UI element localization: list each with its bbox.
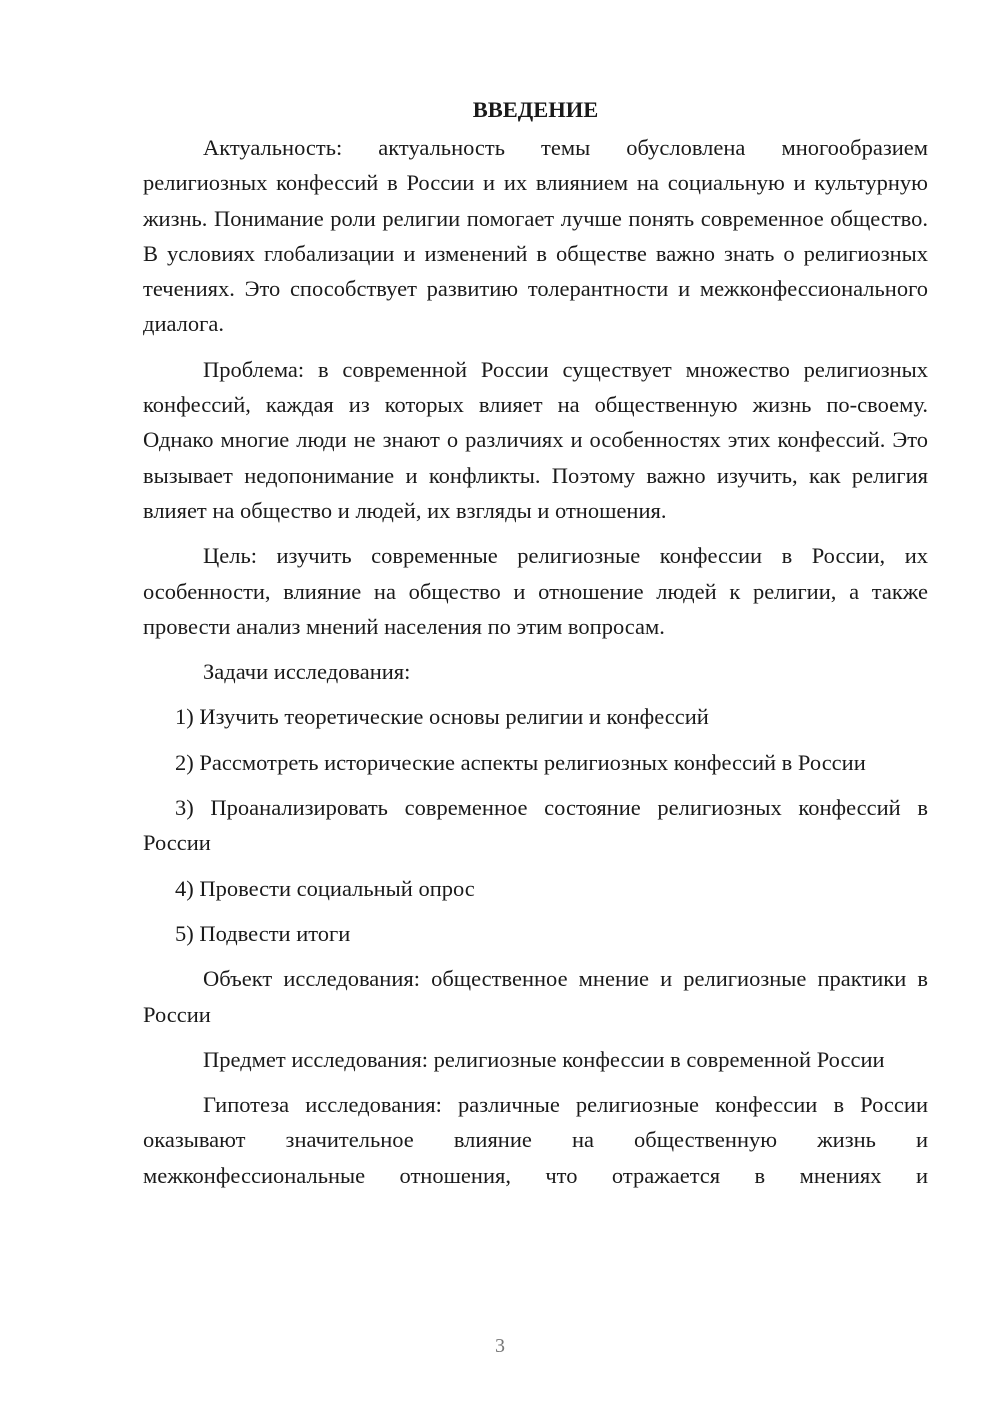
page-number: 3 xyxy=(495,1335,505,1357)
hypothesis-paragraph: Гипотеза исследования: различные религиозные конфессии в России оказывают значительное влияние на общественную жизнь и межконфессиональные отношения, что отражается в мнениях и xyxy=(143,1092,928,1188)
problem-paragraph: Проблема: в современной России существует множество религиозных конфессий, каждая из которых влияет на общественную жизнь по-своему. Однако многие люди не знают о различиях и особенностях этих конфессий. Это вызывает недопонимание и конфликты. Поэтому важно изучить, как религия влияет на общество и людей, их взгляды и отношения. xyxy=(143,356,928,523)
subject-paragraph: Предмет исследования: религиозные конфессии в современной России xyxy=(203,1046,885,1072)
page-content xyxy=(143,92,928,1203)
task-item-4: 4) Провести социальный опрос xyxy=(175,875,475,901)
goal-paragraph: Цель: изучить современные религиозные конфессии в России, их особенности, влияние на общество и отношение людей к религии, а также провести анализ мнений населения по этим вопросам. xyxy=(143,543,928,639)
relevance-paragraph: Актуальность: актуальность темы обусловлена многообразием религиозных конфессий в России и их влиянием на социальную и культурную жизнь. Понимание роли религии помогает лучше понять современное общество. В условиях глобализации и изменений в обществе важно знать о религиозных течениях. Это способствует развитию толерантности и межконфессионального диалога. xyxy=(143,135,928,337)
tasks-title: Задачи исследования: xyxy=(203,659,411,685)
task-item-3: 3) Проанализировать современное состояние религиозных конфессий в России xyxy=(143,795,928,856)
task-item-2: 2) Рассмотреть исторические аспекты религиозных конфессий в России xyxy=(175,749,866,775)
object-paragraph: Объект исследования: общественное мнение и религиозные практики в России xyxy=(143,966,928,1027)
task-item-1: 1) Изучить теоретические основы религии и конфессий xyxy=(175,704,709,730)
section-heading: ВВЕДЕНИЕ xyxy=(472,97,599,122)
task-item-5: 5) Подвести итоги xyxy=(175,920,351,946)
